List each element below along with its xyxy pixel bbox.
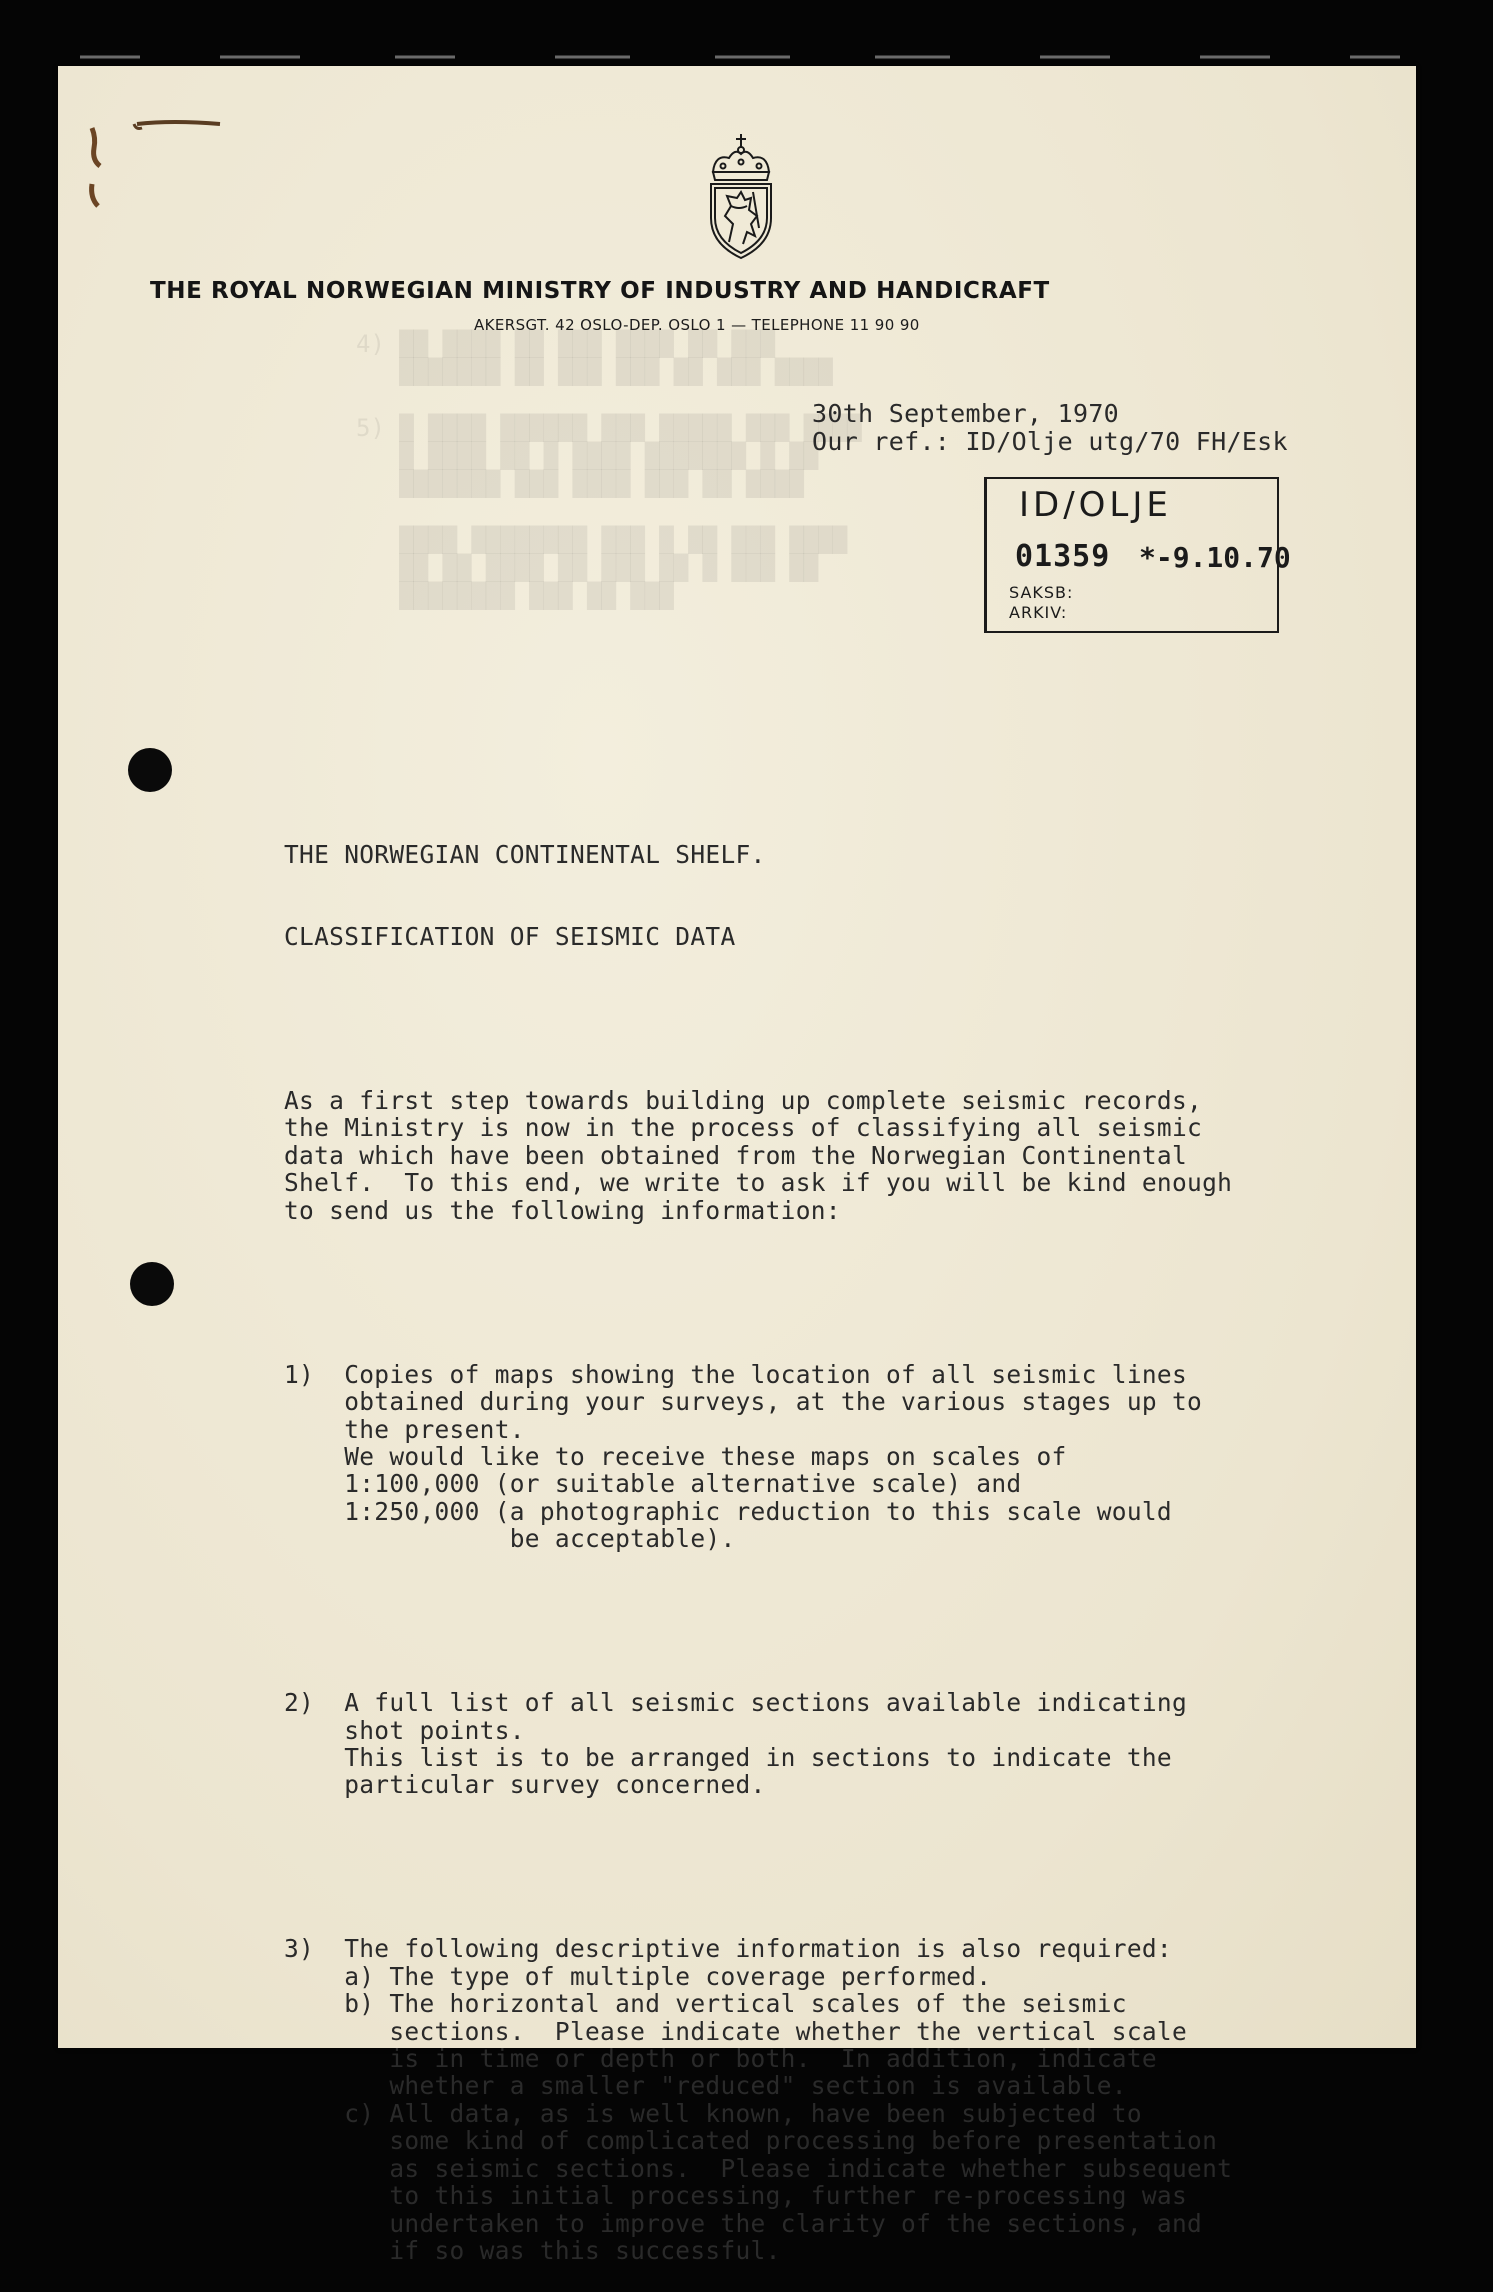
text-line: 3) The following descriptive information is also required: [284,1934,1172,1964]
text-line: data which have been obtained from the Norwegian Continental [284,1140,1188,1170]
subject-line-1: THE NORWEGIAN CONTINENTAL SHELF. [284,839,766,869]
punch-hole-upper [128,748,172,792]
reference-line: Our ref.: ID/Olje utg/70 FH/Esk [812,427,1288,456]
text-line: particular survey concerned. [284,1770,766,1800]
subject-line-2: CLASSIFICATION OF SEISMIC DATA [284,922,736,952]
text-line: sections. Please indicate whether the vertical scale [284,2016,1188,2046]
show-through-text: 4) ██ ████ ██ ███ ████ ██ ███ ███████ ██ ███ ███ ██ ███ ████ 5) █ ████ ██████ ███ █████ ███ ████ █ ████ ██ █ ████ ███████ █ ██ ███████ ███ ████ ███ ██ ████ ████ ████████ ███ █ ██ ███ ████ ██ ██ ████ ██ ███ ██ █ ███ ██ ████████ ███ ██ ███ [356,330,862,610]
text-line: the Ministry is now in the process of classifying all seismic [284,1113,1203,1143]
item-2 [284,1689,1232,1799]
item-3 [284,1935,1232,2264]
registry-stamp [984,477,1291,633]
text-line: if so was this successful. [284,2235,781,2265]
item-1 [284,1361,1232,1553]
letter-body [284,786,1232,2292]
text-line: 1:100,000 (or suitable alternative scale) and [284,1469,1022,1499]
stamp-number: 01359 [1015,539,1111,574]
text-line: whether a smaller "reduced" section is available. [284,2071,1127,2101]
text-line: a) The type of multiple coverage performed. [284,1961,992,1991]
intro-paragraph [284,1087,1232,1224]
text-line: undertaken to improve the clarity of the sections, and [284,2208,1203,2238]
coat-of-arms-crest [701,132,781,260]
letter-date: 30th September, 1970 [812,399,1120,428]
text-line: Shelf. To this end, we write to ask if you will be kind enough [284,1168,1233,1198]
date-block [812,400,1288,456]
text-line: to send us the following information: [284,1195,841,1225]
punch-hole-lower [130,1262,174,1306]
stamp-title: ID/OLJE [1019,485,1172,525]
stamp-saksb-label: SAKSB: [1009,583,1074,602]
text-line: c) All data, as is well known, have been subjected to [284,2098,1142,2128]
stamp-date: *-9.10.70 [1139,541,1291,574]
text-line: b) The horizontal and vertical scales of the seismic [284,1989,1127,2019]
text-line: As a first step towards building up complete seismic records, [284,1086,1203,1116]
text-line: some kind of complicated processing before presentation [284,2126,1218,2156]
staple-mark [82,108,232,218]
text-line: as seismic sections. Please indicate whether subsequent [284,2153,1233,2183]
letterhead-title: THE ROYAL NORWEGIAN MINISTRY OF INDUSTRY AND HANDICRAFT [150,278,1050,304]
text-line: 2) A full list of all seismic sections available indicating [284,1688,1188,1718]
text-line: to this initial processing, further re-processing was [284,2181,1188,2211]
scan-edge-marks [0,0,1493,70]
text-line: 1:250,000 (a photographic reduction to this scale would [284,1496,1172,1526]
letterhead-address: AKERSGT. 42 OSLO-DEP. OSLO 1 — TELEPHONE 11 90 90 [474,316,920,334]
text-line: We would like to receive these maps on scales of [284,1441,1067,1471]
stamp-arkiv-label: ARKIV: [1009,603,1068,622]
text-line: obtained during your surveys, at the various stages up to [284,1387,1203,1417]
text-line: is in time or depth or both. In addition, indicate [284,2044,1157,2074]
text-line: the present. [284,1414,525,1444]
text-line: be acceptable). [284,1524,736,1554]
text-line: 1) Copies of maps showing the location of all seismic lines [284,1359,1188,1389]
text-line: This list is to be arranged in sections to indicate the [284,1743,1172,1772]
text-line: shot points. [284,1715,525,1745]
